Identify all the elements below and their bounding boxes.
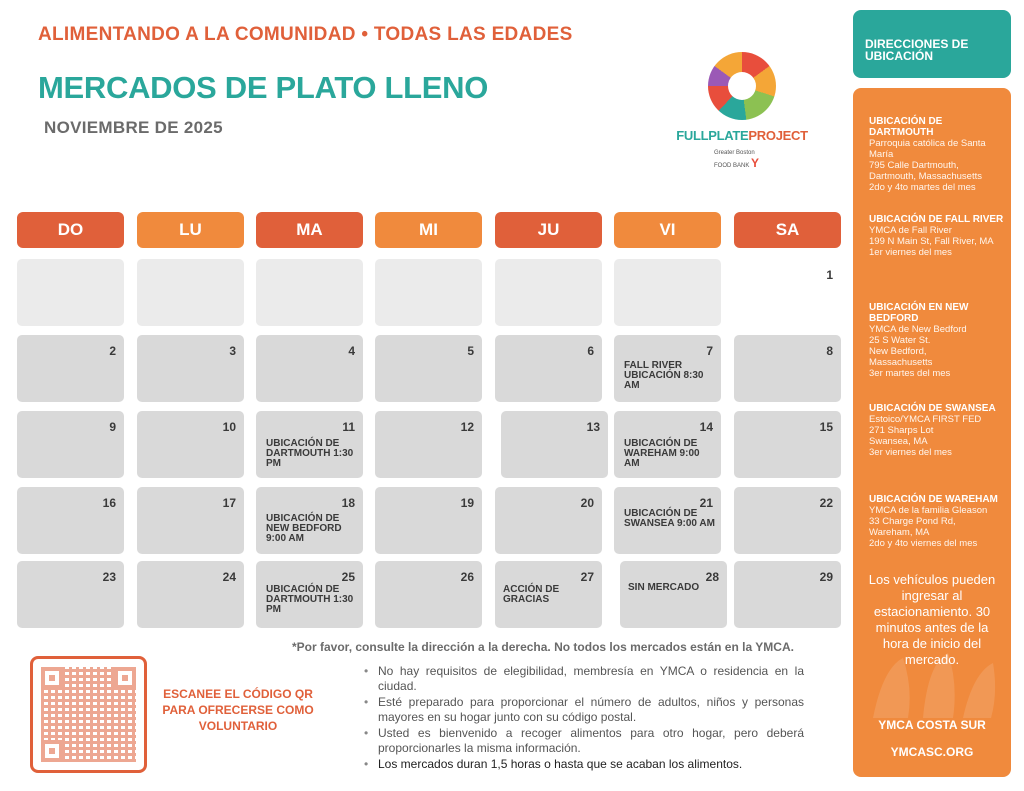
location-new-bedford — [869, 302, 1005, 379]
day-number: 16 — [102, 496, 116, 510]
market-event: FALL RIVER UBICACIÓN 8:30 AM — [624, 360, 704, 391]
calendar-cell — [256, 335, 363, 402]
day-number: 8 — [826, 344, 833, 358]
day-number: 4 — [348, 344, 355, 358]
day-number: 2 — [109, 344, 116, 358]
requirements-list — [362, 664, 804, 773]
list-item: • Los mercados duran 1,5 horas o hasta que se acaban los alimentos. — [362, 757, 804, 772]
market-event: UBICACIÓN DE DARTMOUTH 1:30 PM — [266, 438, 354, 469]
day-number: 23 — [102, 570, 116, 584]
day-number: 11 — [342, 420, 355, 434]
day-number: 9 — [109, 420, 116, 434]
calendar-cell — [375, 561, 482, 628]
location-wareham — [869, 494, 1005, 549]
calendar-cell-empty — [614, 259, 721, 326]
day-number: 19 — [460, 496, 474, 510]
day-number: 12 — [460, 420, 474, 434]
location-dartmouth — [869, 116, 1005, 193]
market-event: UBICACIÓN DE SWANSEA 9:00 AM — [624, 508, 715, 529]
calendar-cell — [620, 561, 727, 628]
calendar-cell — [137, 561, 244, 628]
calendar-cell — [614, 487, 721, 554]
location-line: 2do y 4to viernes del mes — [869, 538, 978, 549]
calendar-cell — [17, 411, 124, 478]
calendar-cell — [256, 487, 363, 554]
day-header-mi: MI — [375, 212, 482, 248]
calendar-cell — [495, 561, 602, 628]
calendar-cell — [614, 411, 721, 478]
day-header-ju: JU — [495, 212, 602, 248]
directions-heading: DIRECCIONES DE UBICACIÓN — [853, 10, 1011, 78]
partner-logos: Greater Boston FOOD BANK Y — [714, 150, 760, 170]
day-number: 6 — [587, 344, 594, 358]
location-line: 795 Calle Dartmouth, — [869, 160, 959, 171]
calendar-cell — [17, 335, 124, 402]
day-number: 27 — [580, 570, 594, 584]
location-line: Wareham, MA — [869, 527, 930, 538]
market-event: UBICACIÓN DE WAREHAM 9:00 AM — [624, 438, 700, 469]
day-number: 17 — [222, 496, 236, 510]
ymca-y-icon: Y — [751, 156, 760, 170]
calendar-cell — [17, 487, 124, 554]
location-line: New Bedford, — [869, 346, 927, 357]
month-label: NOVIEMBRE DE 2025 — [44, 118, 223, 137]
calendar-cell — [734, 487, 841, 554]
list-item: • No hay requisitos de elegibilidad, membresía en YMCA o residencia en la ciudad. — [362, 664, 804, 694]
location-title: UBICACIÓN EN NEW BEDFORD — [869, 302, 969, 324]
location-title: UBICACIÓN DE FALL RIVER — [869, 214, 1004, 225]
locations-panel — [853, 88, 1011, 777]
location-title: UBICACIÓN DE DARTMOUTH — [869, 116, 943, 138]
location-line: 25 S Water St. — [869, 335, 931, 346]
day-number: 5 — [467, 344, 474, 358]
day-number: 3 — [229, 344, 236, 358]
calendar-cell — [256, 411, 363, 478]
list-item: • Esté preparado para proporcionar el número de adultos, niños y personas mayores en su hogar junto con su código postal. — [362, 695, 804, 725]
location-line: 3er martes del mes — [869, 368, 951, 379]
holiday-label: ACCIÓN DE GRACIAS — [503, 584, 560, 605]
day-number: 25 — [341, 570, 355, 584]
location-line: 199 N Main St, Fall River, MA — [869, 236, 994, 247]
day-number: 24 — [222, 570, 236, 584]
calendar-cell — [17, 561, 124, 628]
list-item: • Usted es bienvenido a recoger alimentos para otro hogar, pero deberá proporcionarles la misma información. — [362, 726, 804, 756]
location-line: YMCA de New Bedford — [869, 324, 967, 335]
day-header-sa: SA — [734, 212, 841, 248]
calendar-cell — [495, 335, 602, 402]
calendar-cell — [256, 561, 363, 628]
org-name: YMCA COSTA SUR — [878, 718, 986, 732]
day-header-do: DO — [17, 212, 124, 248]
location-line: Estoico/YMCA FIRST FED — [869, 414, 982, 425]
qr-code-icon — [41, 667, 136, 762]
day-header-ma: MA — [256, 212, 363, 248]
day-number: 28 — [705, 570, 719, 584]
day-number: 15 — [819, 420, 833, 434]
calendar-cell — [734, 335, 841, 402]
location-line: 3er viernes del mes — [869, 447, 952, 458]
day-number: 13 — [586, 420, 600, 434]
location-fall-river — [869, 214, 1005, 258]
day-header-lu: LU — [137, 212, 244, 248]
location-line: YMCA de la familia Gleason — [869, 505, 988, 516]
location-line: Dartmouth, Massachusetts — [869, 171, 982, 182]
calendar-cell — [375, 411, 482, 478]
day-number: 21 — [699, 496, 713, 510]
parking-note: Los vehículos pueden ingresar al estacionamiento. 30 minutos antes de la hora de inicio del mercado. — [868, 572, 996, 667]
calendar-cell — [137, 487, 244, 554]
page-title: MERCADOS DE PLATO LLENO — [38, 70, 489, 105]
calendar-cell — [614, 335, 721, 402]
org-url[interactable]: YMCASC.ORG — [890, 745, 974, 759]
calendar-cell — [375, 335, 482, 402]
location-line: 2do y 4to martes del mes — [869, 182, 976, 193]
fullplate-project-logo — [672, 52, 812, 174]
calendar-cell-empty — [137, 259, 244, 326]
calendar-cell — [734, 561, 841, 628]
day-number: 26 — [460, 570, 474, 584]
logo-wordmark: FULLPLATEPROJECT — [676, 128, 808, 143]
location-line: 271 Sharps Lot — [869, 425, 934, 436]
vegetable-outline-icon — [863, 648, 1003, 718]
location-line: 33 Charge Pond Rd, — [869, 516, 956, 527]
location-line: 1er viernes del mes — [869, 247, 952, 258]
calendar-cell — [734, 259, 841, 326]
calendar-cell — [495, 487, 602, 554]
market-event: UBICACIÓN DE NEW BEDFORD 9:00 AM — [266, 513, 342, 544]
calendar-cell — [375, 487, 482, 554]
day-header-vi: VI — [614, 212, 721, 248]
day-number: 1 — [826, 268, 833, 282]
day-number: 14 — [699, 420, 713, 434]
calendar-cell — [501, 411, 608, 478]
day-number: 22 — [819, 496, 833, 510]
market-event: UBICACIÓN DE DARTMOUTH 1:30 PM — [266, 584, 354, 615]
calendar-cell-empty — [256, 259, 363, 326]
location-line: Parroquia católica de Santa María — [869, 138, 986, 160]
location-line: YMCA de Fall River — [869, 225, 952, 236]
location-line: Massachusetts — [869, 357, 933, 368]
qr-label: ESCANEE EL CÓDIGO QR PARA OFRECERSE COMO VOLUNTARIO — [162, 687, 314, 733]
volunteer-qr-code[interactable] — [30, 656, 147, 773]
food-wreath-icon — [708, 52, 776, 120]
day-number: 20 — [580, 496, 594, 510]
calendar-cell — [137, 411, 244, 478]
day-number: 7 — [706, 344, 713, 358]
location-title: UBICACIÓN DE SWANSEA — [869, 403, 996, 414]
day-number: 29 — [819, 570, 833, 584]
tagline: ALIMENTANDO A LA COMUNIDAD • TODAS LAS EDADES — [38, 24, 573, 45]
day-number: 10 — [222, 420, 236, 434]
calendar-cell-empty — [17, 259, 124, 326]
location-title: UBICACIÓN DE WAREHAM — [869, 494, 998, 505]
day-number: 18 — [341, 496, 355, 510]
calendar-cell-empty — [495, 259, 602, 326]
location-note: *Por favor, consulte la dirección a la derecha. No todos los mercados están en la YMCA. — [292, 640, 794, 654]
location-swansea — [869, 403, 1005, 458]
no-market-label: SIN MERCADO — [628, 582, 700, 593]
calendar-cell — [734, 411, 841, 478]
calendar-cell — [137, 335, 244, 402]
location-line: Swansea, MA — [869, 436, 928, 447]
calendar-cell-empty — [375, 259, 482, 326]
